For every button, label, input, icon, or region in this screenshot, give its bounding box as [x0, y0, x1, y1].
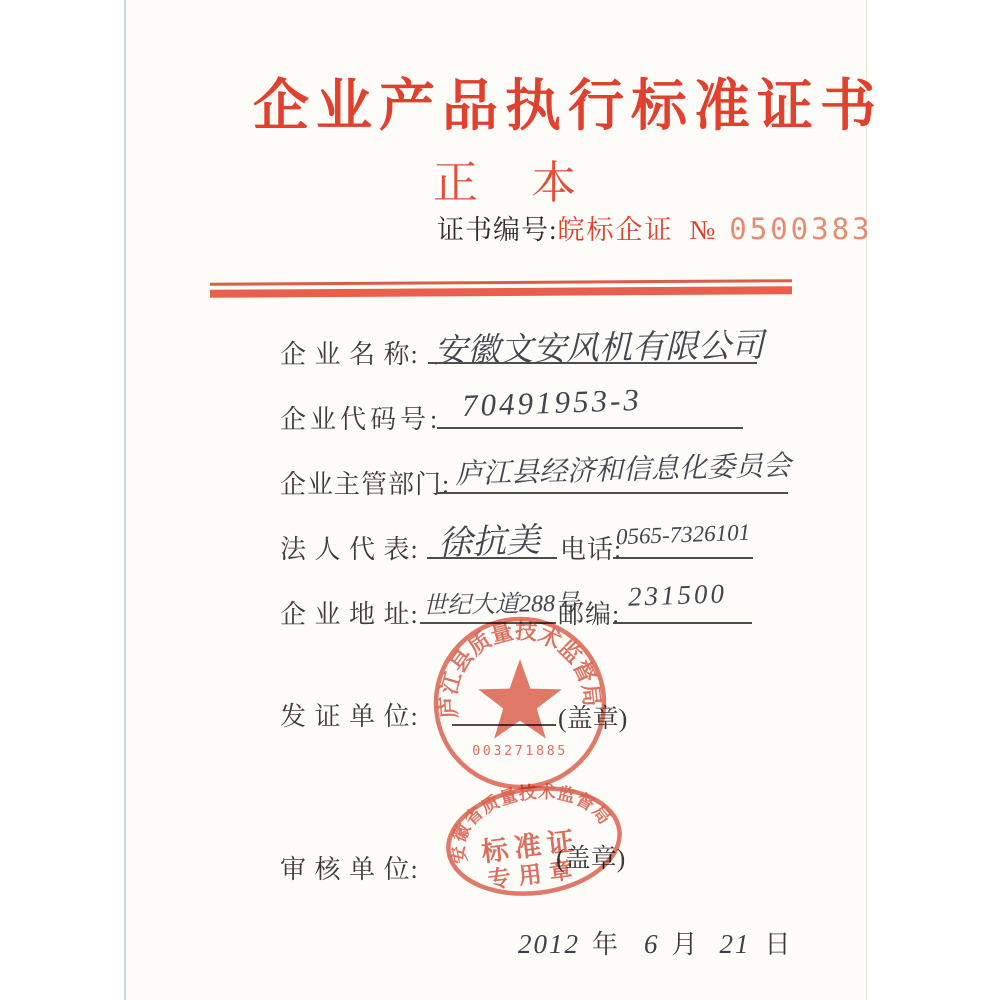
- cert-no-prefix: 皖标企证: [557, 215, 674, 245]
- postcode-underline: [613, 622, 752, 624]
- date-day-label: 日: [764, 930, 791, 959]
- phone-underline: [613, 557, 753, 559]
- date-month-label: 月: [671, 930, 698, 959]
- date-month-value: 6: [644, 929, 658, 959]
- address-label: 企 业 地 址:: [280, 600, 419, 629]
- issuer-seal-note: (盖章): [558, 704, 628, 733]
- stamp-ring-text: 庐江县质量技术监督局: [435, 617, 605, 720]
- phone-label: 电话:: [560, 535, 623, 564]
- cert-no-number: 0500383: [729, 212, 873, 246]
- company-name-value: 安徽文安风机有限公司: [433, 328, 765, 370]
- legal-rep-underline: [427, 557, 557, 559]
- issuer-label: 发 证 单 位:: [280, 702, 419, 731]
- address-value: 世纪大道288号: [422, 590, 580, 620]
- company-code-label: 企业代码号:: [280, 405, 442, 434]
- postcode-value: 231500: [627, 578, 728, 612]
- company-code-underline: [437, 427, 743, 429]
- oval-standard-stamp: [434, 771, 634, 911]
- stamp-oval-line1: 标准证: [479, 825, 582, 868]
- company-code-value: 70491953-3: [461, 381, 643, 424]
- stamp-serial-number: 003271885: [472, 743, 568, 759]
- cert-no-label: 证书编号:: [437, 215, 558, 245]
- copy-type-label: 正 本: [433, 158, 577, 208]
- date-day-value: 21: [719, 929, 751, 959]
- certificate-number-row: [437, 208, 873, 247]
- issue-date: [518, 924, 791, 961]
- supervisor-value: 庐江县经济和信息化委员会: [454, 450, 792, 491]
- star-icon: [478, 659, 562, 739]
- phone-value: 0565-7326101: [615, 519, 751, 550]
- date-year-label: 年: [592, 930, 619, 959]
- reviewer-label: 审 核 单 位:: [280, 855, 419, 884]
- paper-left-edge: [124, 0, 126, 1000]
- legal-rep-value: 徐抗美: [437, 522, 541, 563]
- supervisor-label: 企业主管部门:: [280, 470, 451, 499]
- stamp-oval-line2: 专用章: [486, 856, 582, 893]
- reviewer-seal-note: (盖章): [556, 844, 626, 873]
- stamp-oval-arc-text: 安徽省质量技术监督局: [447, 781, 616, 866]
- company-name-label: 企 业 名 称:: [280, 340, 419, 369]
- postcode-label: 邮编:: [558, 600, 621, 629]
- legal-rep-label: 法 人 代 表:: [280, 535, 419, 564]
- date-year-value: 2012: [518, 929, 580, 959]
- round-official-stamp: [430, 613, 610, 793]
- supervisor-underline: [437, 492, 788, 494]
- certificate-title: 企业产品执行标准证书: [253, 76, 883, 138]
- numero-sign: №: [689, 215, 716, 245]
- company-name-underline: [428, 362, 757, 364]
- paper-right-edge: [866, 0, 867, 1000]
